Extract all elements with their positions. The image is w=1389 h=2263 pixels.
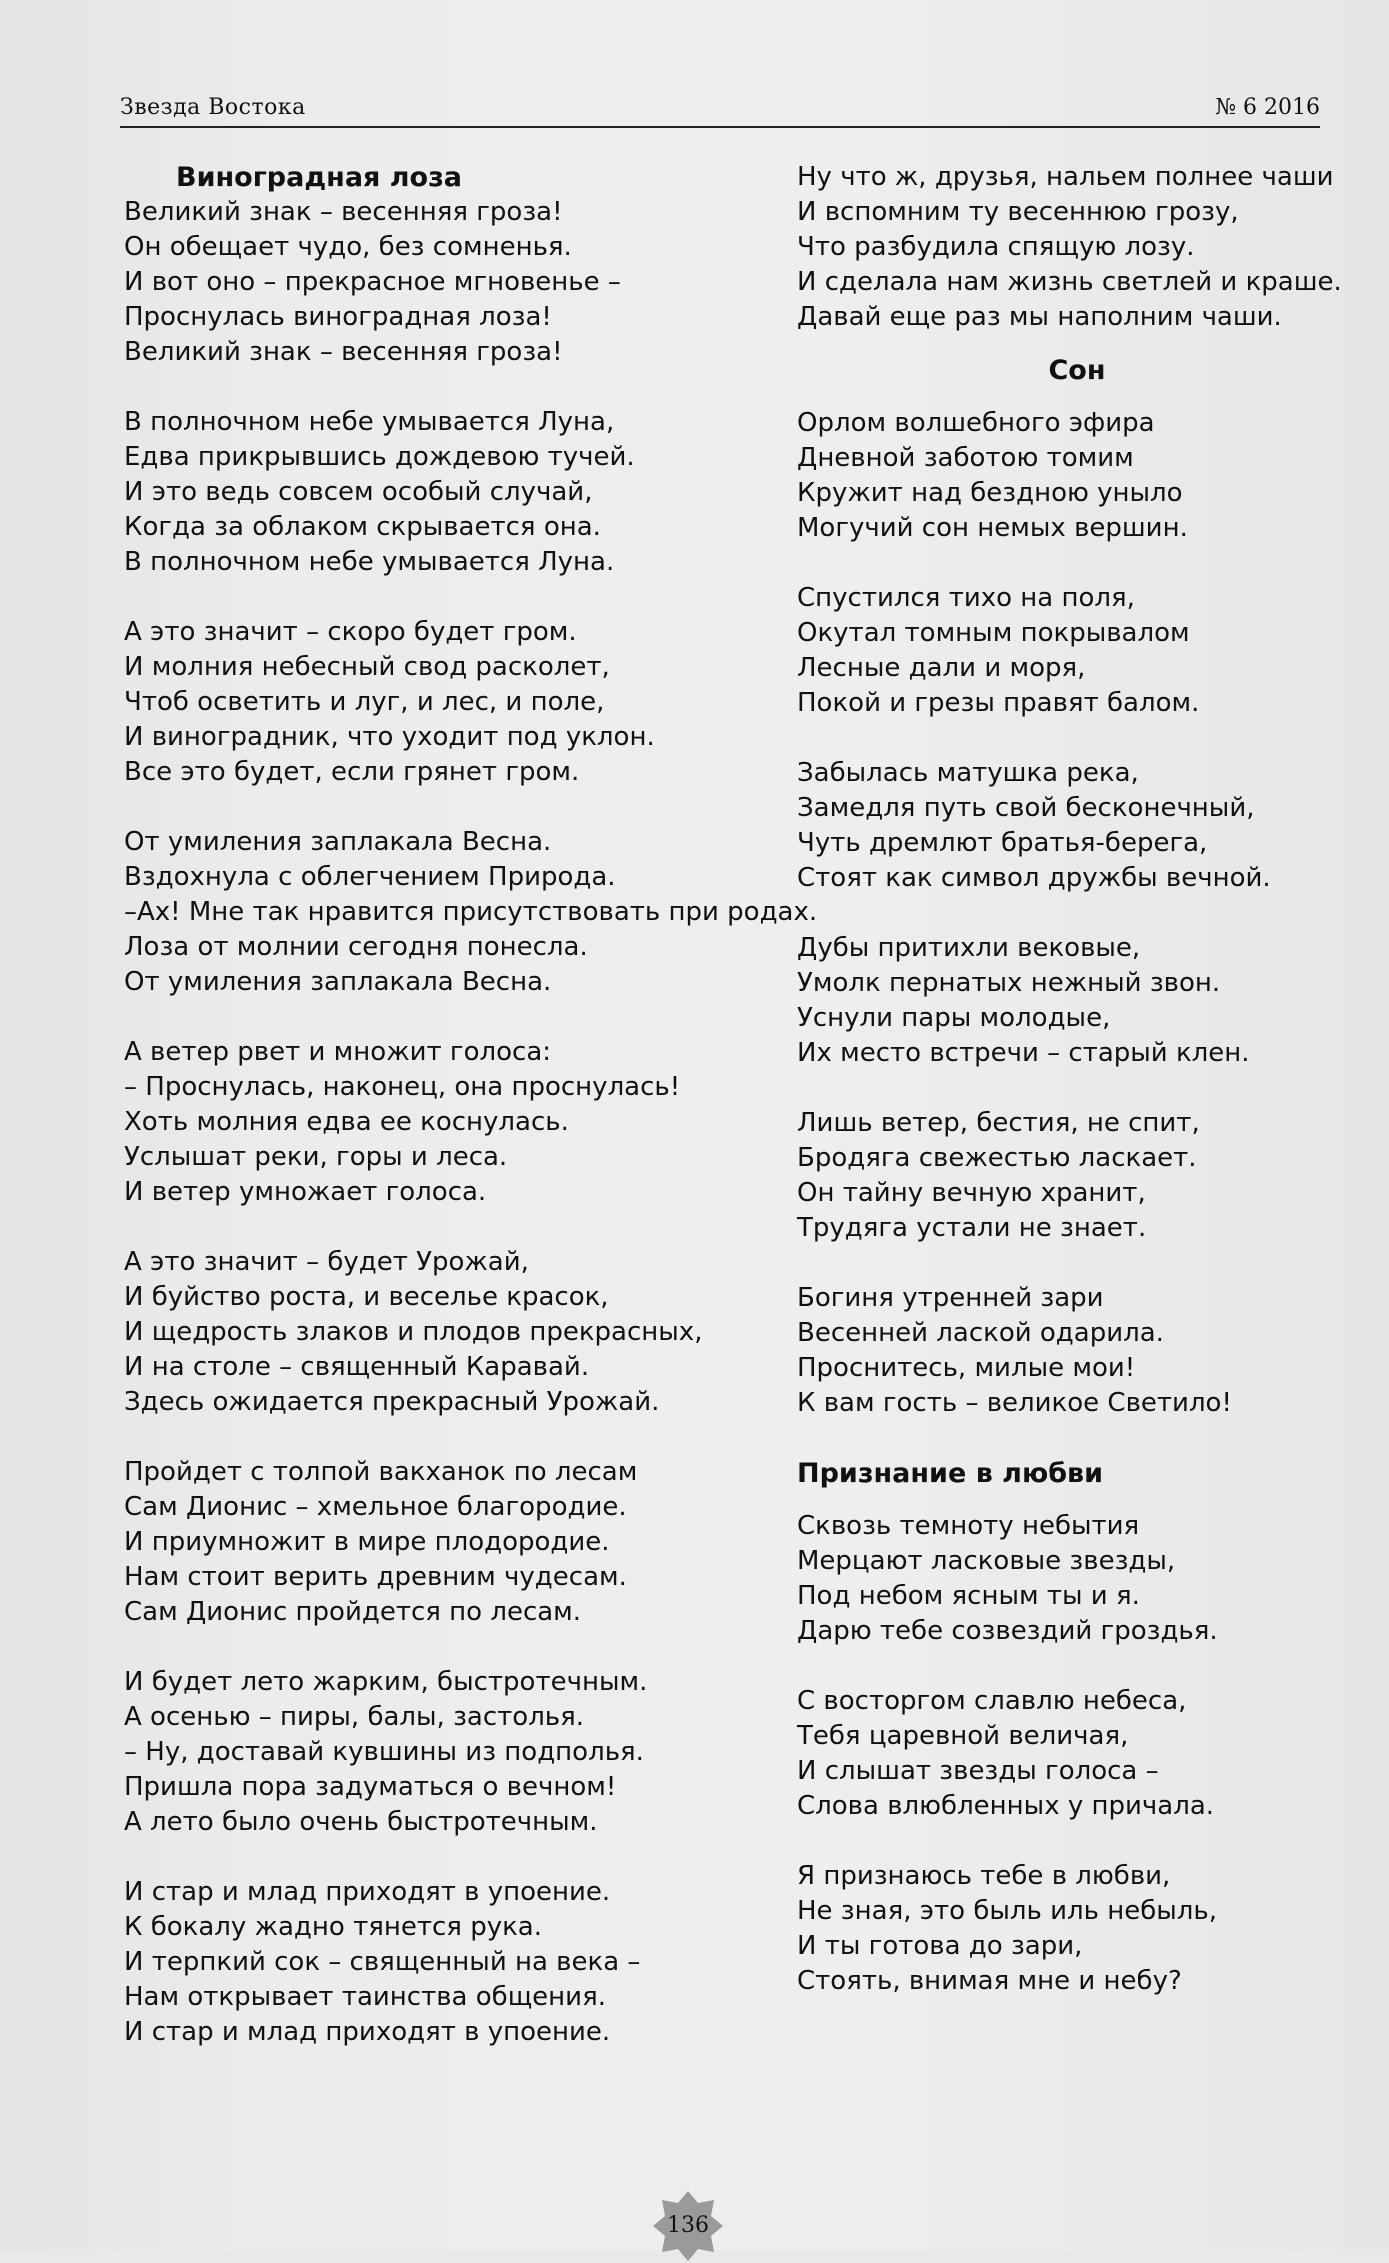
poem-title-son: Сон (1048, 355, 1106, 386)
poem-line: Сам Дионис – хмельное благородие. (124, 1492, 627, 1522)
poem-line: Сквозь темноту небытия (797, 1511, 1140, 1541)
poem-line: И вспомним ту весеннюю грозу, (797, 197, 1239, 227)
poem-line: Хоть молния едва ее коснулась. (124, 1107, 569, 1137)
poem-line: Я признаюсь тебе в любви, (797, 1861, 1171, 1891)
poem-line: Трудяга устали не знает. (797, 1213, 1147, 1243)
stanza (124, 1875, 764, 2050)
stanza (797, 931, 1357, 1071)
page-number-badge (651, 2189, 725, 2263)
poem-line: И стар и млад приходят в упоение. (124, 2017, 611, 2047)
poem-line: Окутал томным покрывалом (797, 618, 1190, 648)
right-column (797, 160, 1357, 1999)
poem-line: И на столе – священный Каравай. (124, 1352, 590, 1382)
poem-line: И буйство роста, и веселье красок, (124, 1282, 609, 1312)
poem-line: Кружит над бездною уныло (797, 478, 1183, 508)
poem-line: Дневной заботою томим (797, 443, 1134, 473)
poem-line: Давай еще раз мы наполним чаши. (797, 302, 1282, 332)
poem-line: А осенью – пиры, балы, застолья. (124, 1702, 585, 1732)
poem-line: И вот оно – прекрасное мгновенье – (124, 267, 621, 297)
poem-line: Лесные дали и моря, (797, 653, 1086, 683)
poem-line: –Ах! Мне так нравится присутствовать при родах. (124, 897, 818, 927)
poem-line: Нам стоит верить древним чудесам. (124, 1562, 627, 1592)
poem-line: Стоять, внимая мне и небу? (797, 1966, 1182, 1996)
poem-line: Дарю тебе созвездий гроздья. (797, 1616, 1218, 1646)
left-column (124, 160, 818, 2050)
poem-line: Орлом волшебного эфира (797, 408, 1155, 438)
poem-line: Спустился тихо на поля, (797, 583, 1135, 613)
poem-body-son (797, 406, 1357, 1421)
poem-line: Он тайну вечную хранит, (797, 1178, 1146, 1208)
poem-line: К бокалу жадно тянется рука. (124, 1912, 542, 1942)
stanza (797, 1684, 1357, 1824)
poem-line: И молния небесный свод расколет, (124, 652, 610, 682)
stanza (124, 1455, 764, 1630)
poem-title-priznanie: Признание в любви (797, 1458, 1104, 1489)
poem-line: Могучий сон немых вершин. (797, 513, 1188, 543)
poem-line: Он обещает чудо, без сомненья. (124, 232, 572, 262)
poem-line: Лоза от молнии сегодня понесла. (124, 932, 588, 962)
poem-line: А это значит – будет Урожай, (124, 1247, 529, 1277)
poem-title-vinogradnaya-loza: Виноградная лоза (176, 162, 463, 193)
stanza (124, 1245, 764, 1420)
poem-line: И будет лето жарким, быстротечным. (124, 1667, 648, 1697)
stanza (797, 581, 1357, 721)
poem-line: Вздохнула с облегчением Природа. (124, 862, 616, 892)
stanza (797, 406, 1357, 546)
poem-line: И ветер умножает голоса. (124, 1177, 487, 1207)
stanza (124, 825, 818, 1000)
poem-line: И слышат звезды голоса – (797, 1756, 1159, 1786)
poem-line: Когда за облаком скрывается она. (124, 512, 601, 542)
poem-line: Все это будет, если грянет гром. (124, 757, 580, 787)
poem-line: Едва прикрывшись дождевою тучей. (124, 442, 635, 472)
poem-line: Покой и грезы правят балом. (797, 688, 1200, 718)
poem-line: Проснитесь, милые мои! (797, 1353, 1136, 1383)
stanza (124, 405, 764, 580)
stanza (124, 1035, 764, 1210)
poem-line: Весенней лаской одарила. (797, 1318, 1164, 1348)
stanza (797, 1281, 1357, 1421)
poem-line: В полночном небе умывается Луна, (124, 407, 615, 437)
poem-line: А ветер рвет и множит голоса: (124, 1037, 552, 1067)
poem-line: От умиления заплакала Весна. (124, 827, 552, 857)
poem-line: Что разбудила спящую лозу. (797, 232, 1195, 262)
poem-line: Бродяга свежестью ласкает. (797, 1143, 1197, 1173)
page-number: 136 (667, 2213, 709, 2238)
stanza (124, 195, 764, 370)
poem-line: С восторгом славлю небеса, (797, 1686, 1187, 1716)
stanza (124, 1665, 764, 1840)
poem-line: Мерцают ласковые звезды, (797, 1546, 1176, 1576)
poem-line: Стоят как символ дружбы вечной. (797, 863, 1271, 893)
poem-line: Слова влюбленных у причала. (797, 1791, 1215, 1821)
poem-line: И терпкий сок – священный на века – (124, 1947, 641, 1977)
poem-line: А это значит – скоро будет гром. (124, 617, 577, 647)
poem-line: Чтоб осветить и луг, и лес, и поле, (124, 687, 605, 717)
poem-line: И виноградник, что уходит под уклон. (124, 722, 655, 752)
poem-line: А лето было очень быстротечным. (124, 1807, 598, 1837)
poem-line: Дубы притихли вековые, (797, 933, 1141, 963)
poem-line: Уснули пары молодые, (797, 1003, 1111, 1033)
stanza (797, 1859, 1357, 1999)
poem-line: К вам гость – великое Светило! (797, 1388, 1232, 1418)
poem-line: – Проснулась, наконец, она проснулась! (124, 1072, 681, 1102)
poem-line: Сам Дионис пройдется по лесам. (124, 1597, 582, 1627)
poem-line: Чуть дремлют братья-берега, (797, 828, 1208, 858)
journal-title: Звезда Востока (120, 95, 306, 120)
poem-line: Пройдет с толпой вакханок по лесам (124, 1457, 638, 1487)
poem-line: И стар и млад приходят в упоение. (124, 1877, 611, 1907)
poem-line: Лишь ветер, бестия, не спит, (797, 1108, 1200, 1138)
stanza (797, 1106, 1357, 1246)
poem-line: Под небом ясным ты и я. (797, 1581, 1140, 1611)
poem-body-vinogradnaya-loza (124, 195, 818, 2050)
poem-line: И приумножит в мире плодородие. (124, 1527, 610, 1557)
poem-continuation (797, 160, 1357, 335)
poem-line: И сделала нам жизнь светлей и краше. (797, 267, 1342, 297)
stanza (797, 756, 1357, 896)
poem-line: Забылась матушка река, (797, 758, 1139, 788)
poem-line: Пришла пора задуматься о вечном! (124, 1772, 617, 1802)
poem-line: – Ну, доставай кувшины из подполья. (124, 1737, 644, 1767)
poem-line: И щедрость злаков и плодов прекрасных, (124, 1317, 703, 1347)
stanza (124, 615, 764, 790)
poem-line: И ты готова до зари, (797, 1931, 1083, 1961)
poem-line: Замедля путь свой бесконечный, (797, 793, 1255, 823)
poem-line: Нам открывает таинства общения. (124, 1982, 606, 2012)
poem-line: Великий знак – весенняя гроза! (124, 337, 563, 367)
poem-line: Умолк пернатых нежный звон. (797, 968, 1221, 998)
poem-line: Ну что ж, друзья, нальем полнее чаши (797, 162, 1334, 192)
poem-line: В полночном небе умывается Луна. (124, 547, 615, 577)
poem-line: И это ведь совсем особый случай, (124, 477, 593, 507)
poem-line: Их место встречи – старый клен. (797, 1038, 1250, 1068)
poem-body-priznanie (797, 1509, 1357, 1999)
running-header (120, 86, 1320, 128)
poem-line: Великий знак – весенняя гроза! (124, 197, 563, 227)
poem-line: Не зная, это быль иль небыль, (797, 1896, 1217, 1926)
issue-number: № 6 2016 (1215, 95, 1320, 120)
poem-line: Здесь ожидается прекрасный Урожай. (124, 1387, 660, 1417)
stanza (797, 1509, 1357, 1649)
poem-line: Проснулась виноградная лоза! (124, 302, 552, 332)
poem-line: Услышат реки, горы и леса. (124, 1142, 508, 1172)
poem-line: Тебя царевной величая, (797, 1721, 1129, 1751)
poem-line: Богиня утренней зари (797, 1283, 1104, 1313)
poem-line: От умиления заплакала Весна. (124, 967, 552, 997)
